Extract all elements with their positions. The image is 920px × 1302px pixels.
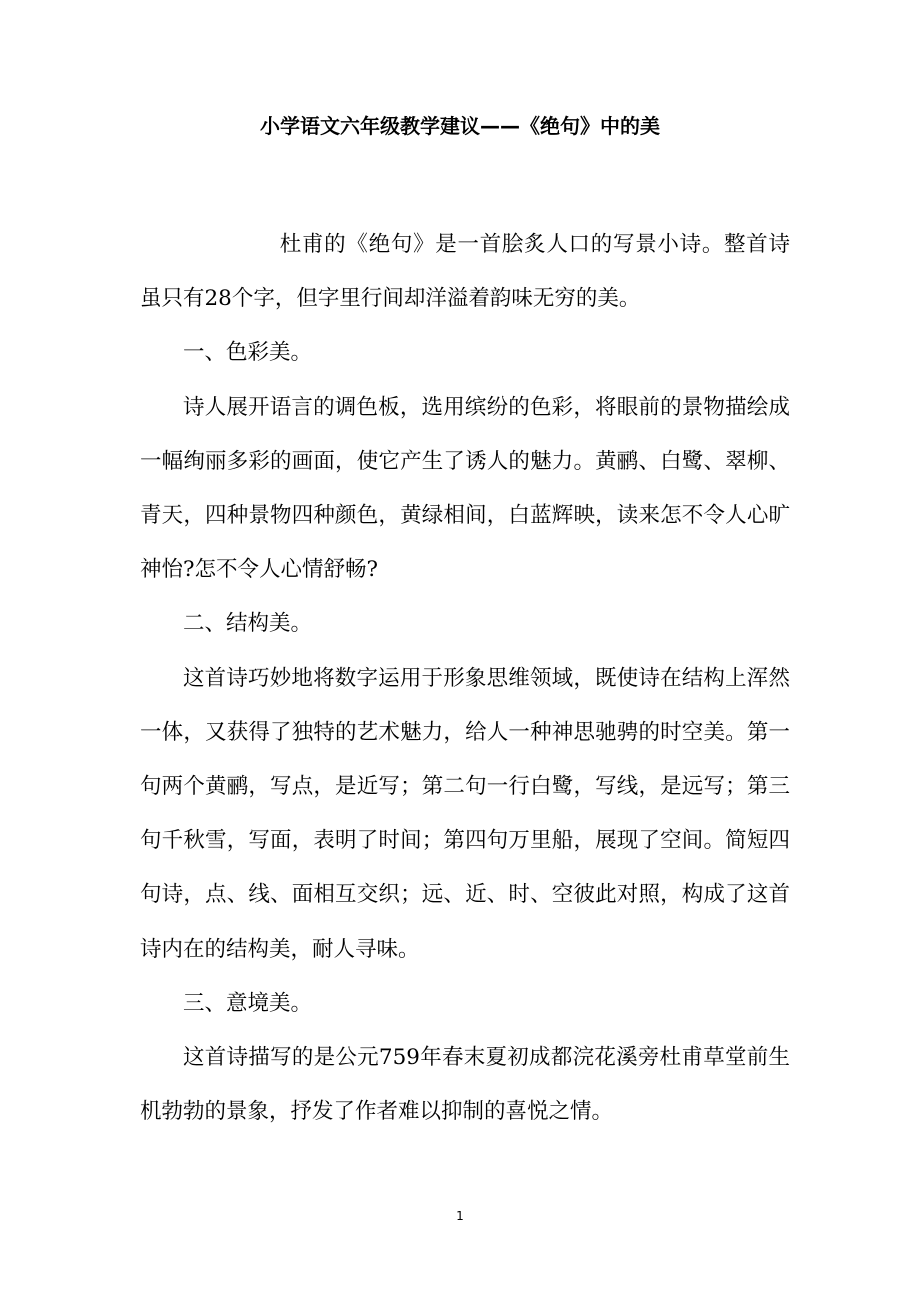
page-number: 1 bbox=[456, 1209, 464, 1223]
page-title: 小学语文六年级教学建议——《绝句》中的美 bbox=[260, 114, 660, 138]
section-heading-mood: 三、意境美。 bbox=[183, 990, 313, 1016]
mood-paragraph: 这首诗描写的是公元759年春末夏初成都浣花溪旁杜甫草堂前生机勃勃的景象，抒发了作者难以抑制的喜悦之情。 bbox=[140, 1045, 790, 1125]
section-heading-color: 一、色彩美。 bbox=[183, 340, 313, 366]
intro-paragraph: 杜甫的《绝句》是一首脍炙人口的写景小诗。整首诗虽只有28个字，但字里行间却洋溢着韵味无穷的美。 bbox=[140, 232, 790, 312]
color-paragraph: 诗人展开语言的调色板，选用缤纷的色彩，将眼前的景物描绘成一幅绚丽多彩的画面，使它产生了诱人的魅力。黄鹂、白鹭、翠柳、青天，四种景物四种颜色，黄绿相间，白蓝辉映，读来怎不令人心旷神怡?怎不令人心情舒畅? bbox=[140, 394, 790, 583]
section-heading-structure: 二、结构美。 bbox=[183, 611, 313, 637]
structure-paragraph: 这首诗巧妙地将数字运用于形象思维领域，既使诗在结构上浑然一体，又获得了独特的艺术魅力，给人一种神思驰骋的时空美。第一句两个黄鹂，写点，是近写；第二句一行白鹭，写线，是远写；第三句千秋雪，写面，表明了时间；第四句万里船，展现了空间。简短四句诗，点、线、面相互交织；远、近、时、空彼此对照，构成了这首诗内在的结构美，耐人寻味。 bbox=[140, 665, 790, 962]
document-body bbox=[140, 218, 790, 1139]
